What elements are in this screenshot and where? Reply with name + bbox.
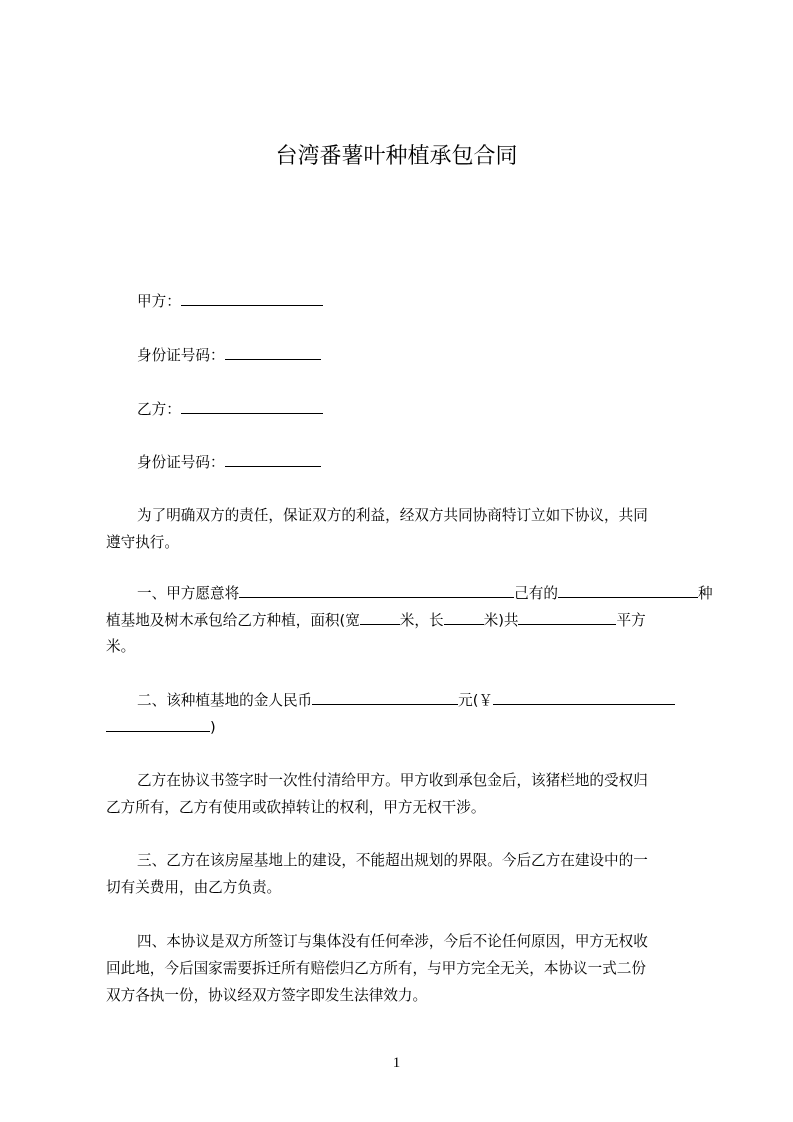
- preamble-line-1: 为了明确双方的责任，保证双方的利益，经双方共同协商特订立如下协议，共同: [137, 507, 648, 524]
- clause-1-blank-length: [444, 610, 484, 625]
- clause-2-text-a: 二、该种植基地的金人民币: [137, 692, 313, 709]
- id-number-label-1: 身份证号码：: [137, 347, 225, 364]
- clause-2-text-b: 元(￥: [458, 692, 494, 709]
- party-a-label: 甲方：: [137, 293, 181, 310]
- clause-1-line-3: 米。: [106, 638, 136, 655]
- payment-line-2: 乙方所有，乙方有使用或砍掉转让的权利，甲方无权干涉。: [106, 799, 486, 816]
- clause-2-line-2: [106, 717, 216, 738]
- party-b-field: [137, 399, 323, 420]
- clause-3-line-1: 三、乙方在该房屋基地上的建设，不能超出规划的界限。今后乙方在建设中的一: [137, 852, 648, 869]
- party-b-label: 乙方：: [137, 401, 181, 418]
- clause-1-text-g: 平方: [616, 612, 646, 629]
- party-b-blank: [181, 399, 323, 414]
- clause-1-text-f: 米)共: [483, 612, 519, 629]
- clause-4-line-3: 双方各执一份，协议经双方签字即发生法律效力。: [106, 987, 428, 1004]
- clause-3-line-2: 切有关费用，由乙方负责。: [106, 879, 282, 896]
- id-number-field-2: [137, 452, 321, 473]
- party-a-blank: [181, 291, 323, 306]
- clause-1-text-c: 种: [697, 585, 713, 602]
- clause-1-text-d: 植基地及树木承包给乙方种植，面积(宽: [106, 612, 360, 629]
- clause-2-blank-amount-figures: [493, 690, 675, 705]
- clause-1-blank-location: [239, 583, 514, 598]
- clause-1-line-2: [106, 610, 646, 631]
- clause-1-line-1: [137, 583, 713, 604]
- party-a-field: [137, 291, 323, 312]
- clause-4-line-1: 四、本协议是双方所签订与集体没有任何牵涉，今后不论任何原因，甲方无权收: [137, 933, 648, 950]
- clause-1-text-a: 一、甲方愿意将: [137, 585, 240, 602]
- preamble-line-2: 遵守执行。: [106, 534, 179, 551]
- id-number-field-1: [137, 345, 321, 366]
- clause-2-blank-continued: [106, 717, 210, 732]
- clause-2-line-1: [137, 690, 675, 711]
- clause-2-blank-amount-words: [312, 690, 458, 705]
- clause-2-text-c: ): [210, 719, 216, 736]
- clause-1-text-b: 己有的: [514, 585, 558, 602]
- page-number: 1: [392, 1055, 401, 1071]
- clause-4-line-2: 回此地，今后国家需要拆迁所有赔偿归乙方所有，与甲方完全无关，本协议一式二份: [106, 960, 646, 977]
- clause-1-blank-width: [360, 610, 400, 625]
- clause-1-blank-area: [518, 610, 616, 625]
- clause-1-text-e: 米，长: [399, 612, 444, 629]
- document-title: 台湾番薯叶种植承包合同: [275, 144, 518, 169]
- id-number-blank-1: [225, 345, 321, 360]
- payment-line-1: 乙方在协议书签字时一次性付清给甲方。甲方收到承包金后，该猪栏地的受权归: [137, 772, 648, 789]
- id-number-label-2: 身份证号码：: [137, 454, 225, 471]
- id-number-blank-2: [225, 452, 321, 467]
- clause-1-blank-owner: [558, 583, 698, 598]
